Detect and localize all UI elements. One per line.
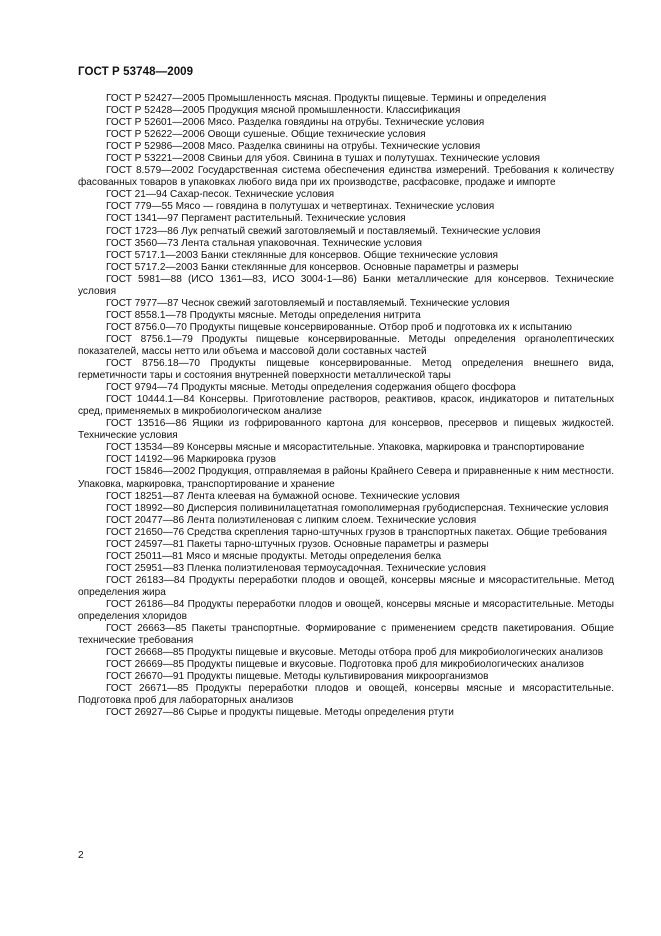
reference-entry: ГОСТ 25951—83 Пленка полиэтиленовая термоусадочная. Технические условия	[106, 562, 486, 574]
reference-entry: ГОСТ 21—94 Сахар-песок. Технические условия	[106, 189, 335, 201]
reference-entry: ГОСТ 21650—76 Средства скрепления тарно-штучных грузов в транспортных пакетах. Общие требования	[106, 526, 607, 538]
reference-entry: ГОСТ 8756.1—79 Продукты пищевые консервированные. Методы определения органолептических показателей, массы нетто или объема и массовой доли составных частей	[78, 333, 614, 357]
page-number: 2	[78, 850, 84, 861]
reference-entry: ГОСТ 9794—74 Продукты мясные. Методы определения содержания общего фосфора	[106, 382, 516, 394]
reference-entry: ГОСТ 1341—97 Пергамент растительный. Технические условия	[106, 213, 406, 225]
document-header: ГОСТ Р 53748—2009	[78, 66, 194, 78]
reference-entry: ГОСТ 779—55 Мясо — говядина в полутушах и четвертинах. Технические условия	[106, 201, 495, 213]
reference-entry: ГОСТ 26671—85 Продукты переработки плодов и овощей, консервы мясные и мясорастительные. Подготовка проб для лабораторных анализов	[78, 683, 614, 707]
reference-entry: ГОСТ 8756.18—70 Продукты пищевые консервированные. Метод определения внешнего вида, герметичности тары и состояния внутренней поверхности металлической тары	[78, 358, 614, 382]
reference-entry: ГОСТ 5981—88 (ИСО 1361—83, ИСО 3004-1—86) Банки металлические для консервов. Технические условия	[78, 273, 614, 297]
reference-entry: ГОСТ 26669—85 Продукты пищевые и вкусовые. Подготовка проб для микробиологических анализов	[106, 659, 584, 671]
reference-entry: ГОСТ 26186—84 Продукты переработки плодов и овощей, консервы мясные и мясорастительные. Методы определения хлоридов	[78, 598, 614, 623]
reference-entry: ГОСТ Р 52601—2006 Мясо. Разделка говядины на отрубы. Технические условия	[106, 117, 485, 129]
reference-entry: ГОСТ 8756.0—70 Продукты пищевые консервированные. Отбор проб и подготовка их к испытанию	[106, 321, 572, 333]
reference-entry: ГОСТ 24597—81 Пакеты тарно-штучных грузов. Основные параметры и размеры	[106, 538, 489, 550]
reference-entry: ГОСТ 18251—87 Лента клеевая на бумажной основе. Технические условия	[106, 490, 460, 502]
reference-entry: ГОСТ 20477—86 Лента полиэтиленовая с липким слоем. Технические условия	[106, 514, 477, 526]
reference-entry: ГОСТ 5717.1—2003 Банки стеклянные для консервов. Общие технические условия	[106, 249, 498, 261]
reference-entry: ГОСТ 14192—96 Маркировка грузов	[106, 454, 277, 466]
reference-entry: ГОСТ 26663—85 Пакеты транспортные. Формирование с применением средств пакетирования. Общие технические требования	[78, 623, 614, 647]
reference-entry: ГОСТ 10444.1—84 Консервы. Приготовление растворов, реактивов, красок, индикаторов и питательных сред, применяемых в микробиологическом анализе	[78, 394, 614, 418]
reference-entry: ГОСТ 8558.1—78 Продукты мясные. Методы определения нитрита	[106, 309, 421, 321]
normative-references-list	[78, 93, 614, 719]
reference-entry: ГОСТ 26927—86 Сырье и продукты пищевые. Методы определения ртути	[106, 707, 454, 719]
reference-entry: ГОСТ 15846—2002 Продукция, отправляемая в районы Крайнего Севера и приравненные к ним местности. Упаковка, маркировка, транспортирование и хранение	[78, 466, 614, 490]
reference-entry: ГОСТ Р 53221—2008 Свиньи для убоя. Свинина в тушах и полутушах. Технические условия	[106, 153, 540, 165]
reference-entry: ГОСТ 8.579—2002 Государственная система обеспечения единства измерений. Требования к количеству фасованных товаров в упаковках любого вида при их производстве, расфасовке, продаже и импорте	[78, 165, 614, 189]
reference-entry: ГОСТ 13516—86 Ящики из гофрированного картона для консервов, пресервов и пищевых жидкостей. Технические условия	[78, 418, 614, 442]
reference-entry: ГОСТ 1723—86 Лук репчатый свежий заготовляемый и поставляемый. Технические условия	[106, 225, 541, 237]
reference-entry: ГОСТ 3560—73 Лента стальная упаковочная. Технические условия	[106, 237, 422, 249]
reference-entry: ГОСТ Р 52986—2008 Мясо. Разделка свинины на отрубы. Технические условия	[106, 141, 481, 153]
reference-entry: ГОСТ Р 52427—2005 Промышленность мясная. Продукты пищевые. Термины и определения	[106, 93, 547, 104]
reference-entry: ГОСТ 13534—89 Консервы мясные и мясорастительные. Упаковка, маркировка и транспортирование	[106, 442, 585, 454]
reference-entry: ГОСТ 18992—80 Дисперсия поливинилацетатная гомополимерная грубодисперсная. Технические условия	[106, 502, 609, 514]
reference-entry: ГОСТ 26668—85 Продукты пищевые и вкусовые. Методы отбора проб для микробиологических анализов	[106, 647, 604, 659]
reference-entry: ГОСТ 25011—81 Мясо и мясные продукты. Методы определения белка	[106, 550, 442, 562]
reference-entry: ГОСТ 7977—87 Чеснок свежий заготовляемый и поставляемый. Технические условия	[106, 297, 510, 309]
reference-entry: ГОСТ 26670—91 Продукты пищевые. Методы культивирования микроорганизмов	[106, 671, 489, 683]
reference-entry: ГОСТ Р 52622—2006 Овощи сушеные. Общие технические условия	[106, 129, 426, 141]
reference-entry: ГОСТ 5717.2—2003 Банки стеклянные для консервов. Основные параметры и размеры	[106, 261, 519, 273]
reference-entry: ГОСТ Р 52428—2005 Продукция мясной промышленности. Классификация	[106, 105, 461, 117]
reference-entry: ГОСТ 26183—84 Продукты переработки плодов и овощей, консервы мясные и мясорастительные. Метод определения жира	[78, 574, 614, 598]
